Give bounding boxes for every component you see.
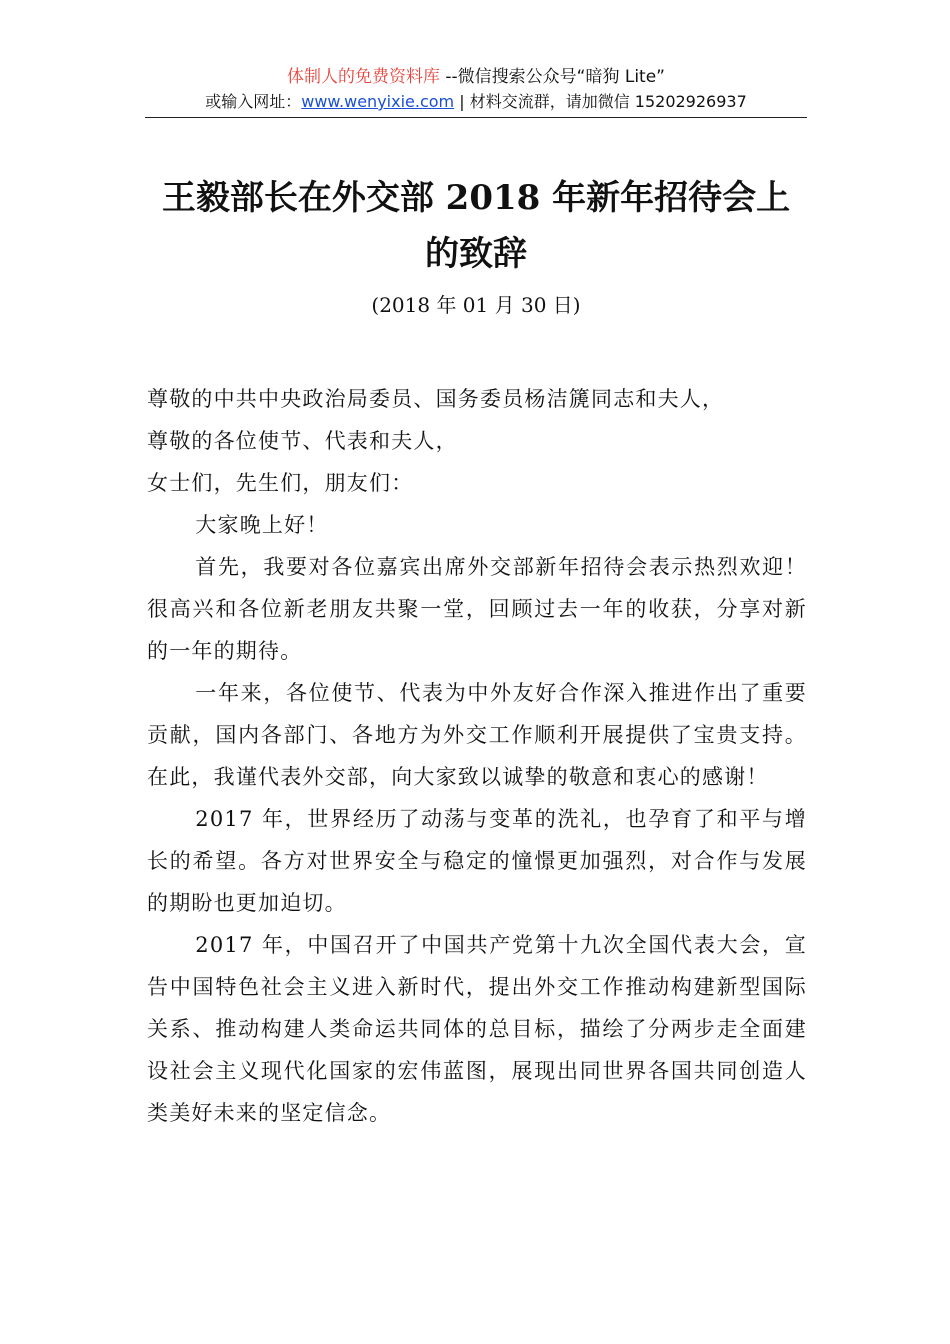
body-paragraph: 一年来，各位使节、代表为中外友好合作深入推进作出了重要贡献，国内各部门、各地方为外交工作顺利开展提供了宝贵支持。在此，我谨代表外交部，向大家致以诚挚的敬意和衷心的感谢！ xyxy=(147,681,807,789)
header-brand: 体制人的免费资料库 xyxy=(286,67,440,87)
title-line-1: 王毅部长在外交部 2018 年新年招待会上 xyxy=(161,178,791,218)
salutation-line: 尊敬的各位使节、代表和夫人， xyxy=(147,429,458,453)
page-header xyxy=(145,64,807,114)
header-tagline: --微信搜索公众号“暗狗 Lite” xyxy=(439,67,665,87)
salutation-line: 女士们，先生们，朋友们： xyxy=(147,471,414,495)
header-promo-line xyxy=(145,64,807,90)
salutation-line: 尊敬的中共中央政治局委员、国务委员杨洁篪同志和夫人， xyxy=(147,387,725,411)
header-url-prefix: 或输入网址： xyxy=(205,92,302,111)
body-paragraph: 大家晚上好！ xyxy=(195,513,329,537)
document-date: (2018 年 01 月 30 日) xyxy=(371,293,581,317)
header-website-link[interactable]: www.wenyixie.com xyxy=(301,92,455,111)
title-line-2: 的致辞 xyxy=(425,234,527,274)
body-paragraph: 2017 年，世界经历了动荡与变革的洗礼，也孕育了和平与增长的希望。各方对世界安全与稳定的憧憬更加强烈，对合作与发展的期盼也更加迫切。 xyxy=(147,807,807,915)
document-body xyxy=(147,378,807,1134)
document-title xyxy=(145,170,807,282)
header-contact: | 材料交流群，请加微信 15202926937 xyxy=(454,92,747,111)
body-paragraph: 2017 年，中国召开了中国共产党第十九次全国代表大会，宣告中国特色社会主义进入新时代，提出外交工作推动构建新型国际关系、推动构建人类命运共同体的总目标，描绘了分两步走全面建设社会主义现代化国家的宏伟蓝图，展现出同世界各国共同创造人类美好未来的坚定信念。 xyxy=(147,933,807,1125)
header-divider xyxy=(145,117,807,118)
header-contact-line xyxy=(145,90,807,114)
body-paragraph: 首先，我要对各位嘉宾出席外交部新年招待会表示热烈欢迎！很高兴和各位新老朋友共聚一堂，回顾过去一年的收获，分享对新的一年的期待。 xyxy=(147,555,807,663)
